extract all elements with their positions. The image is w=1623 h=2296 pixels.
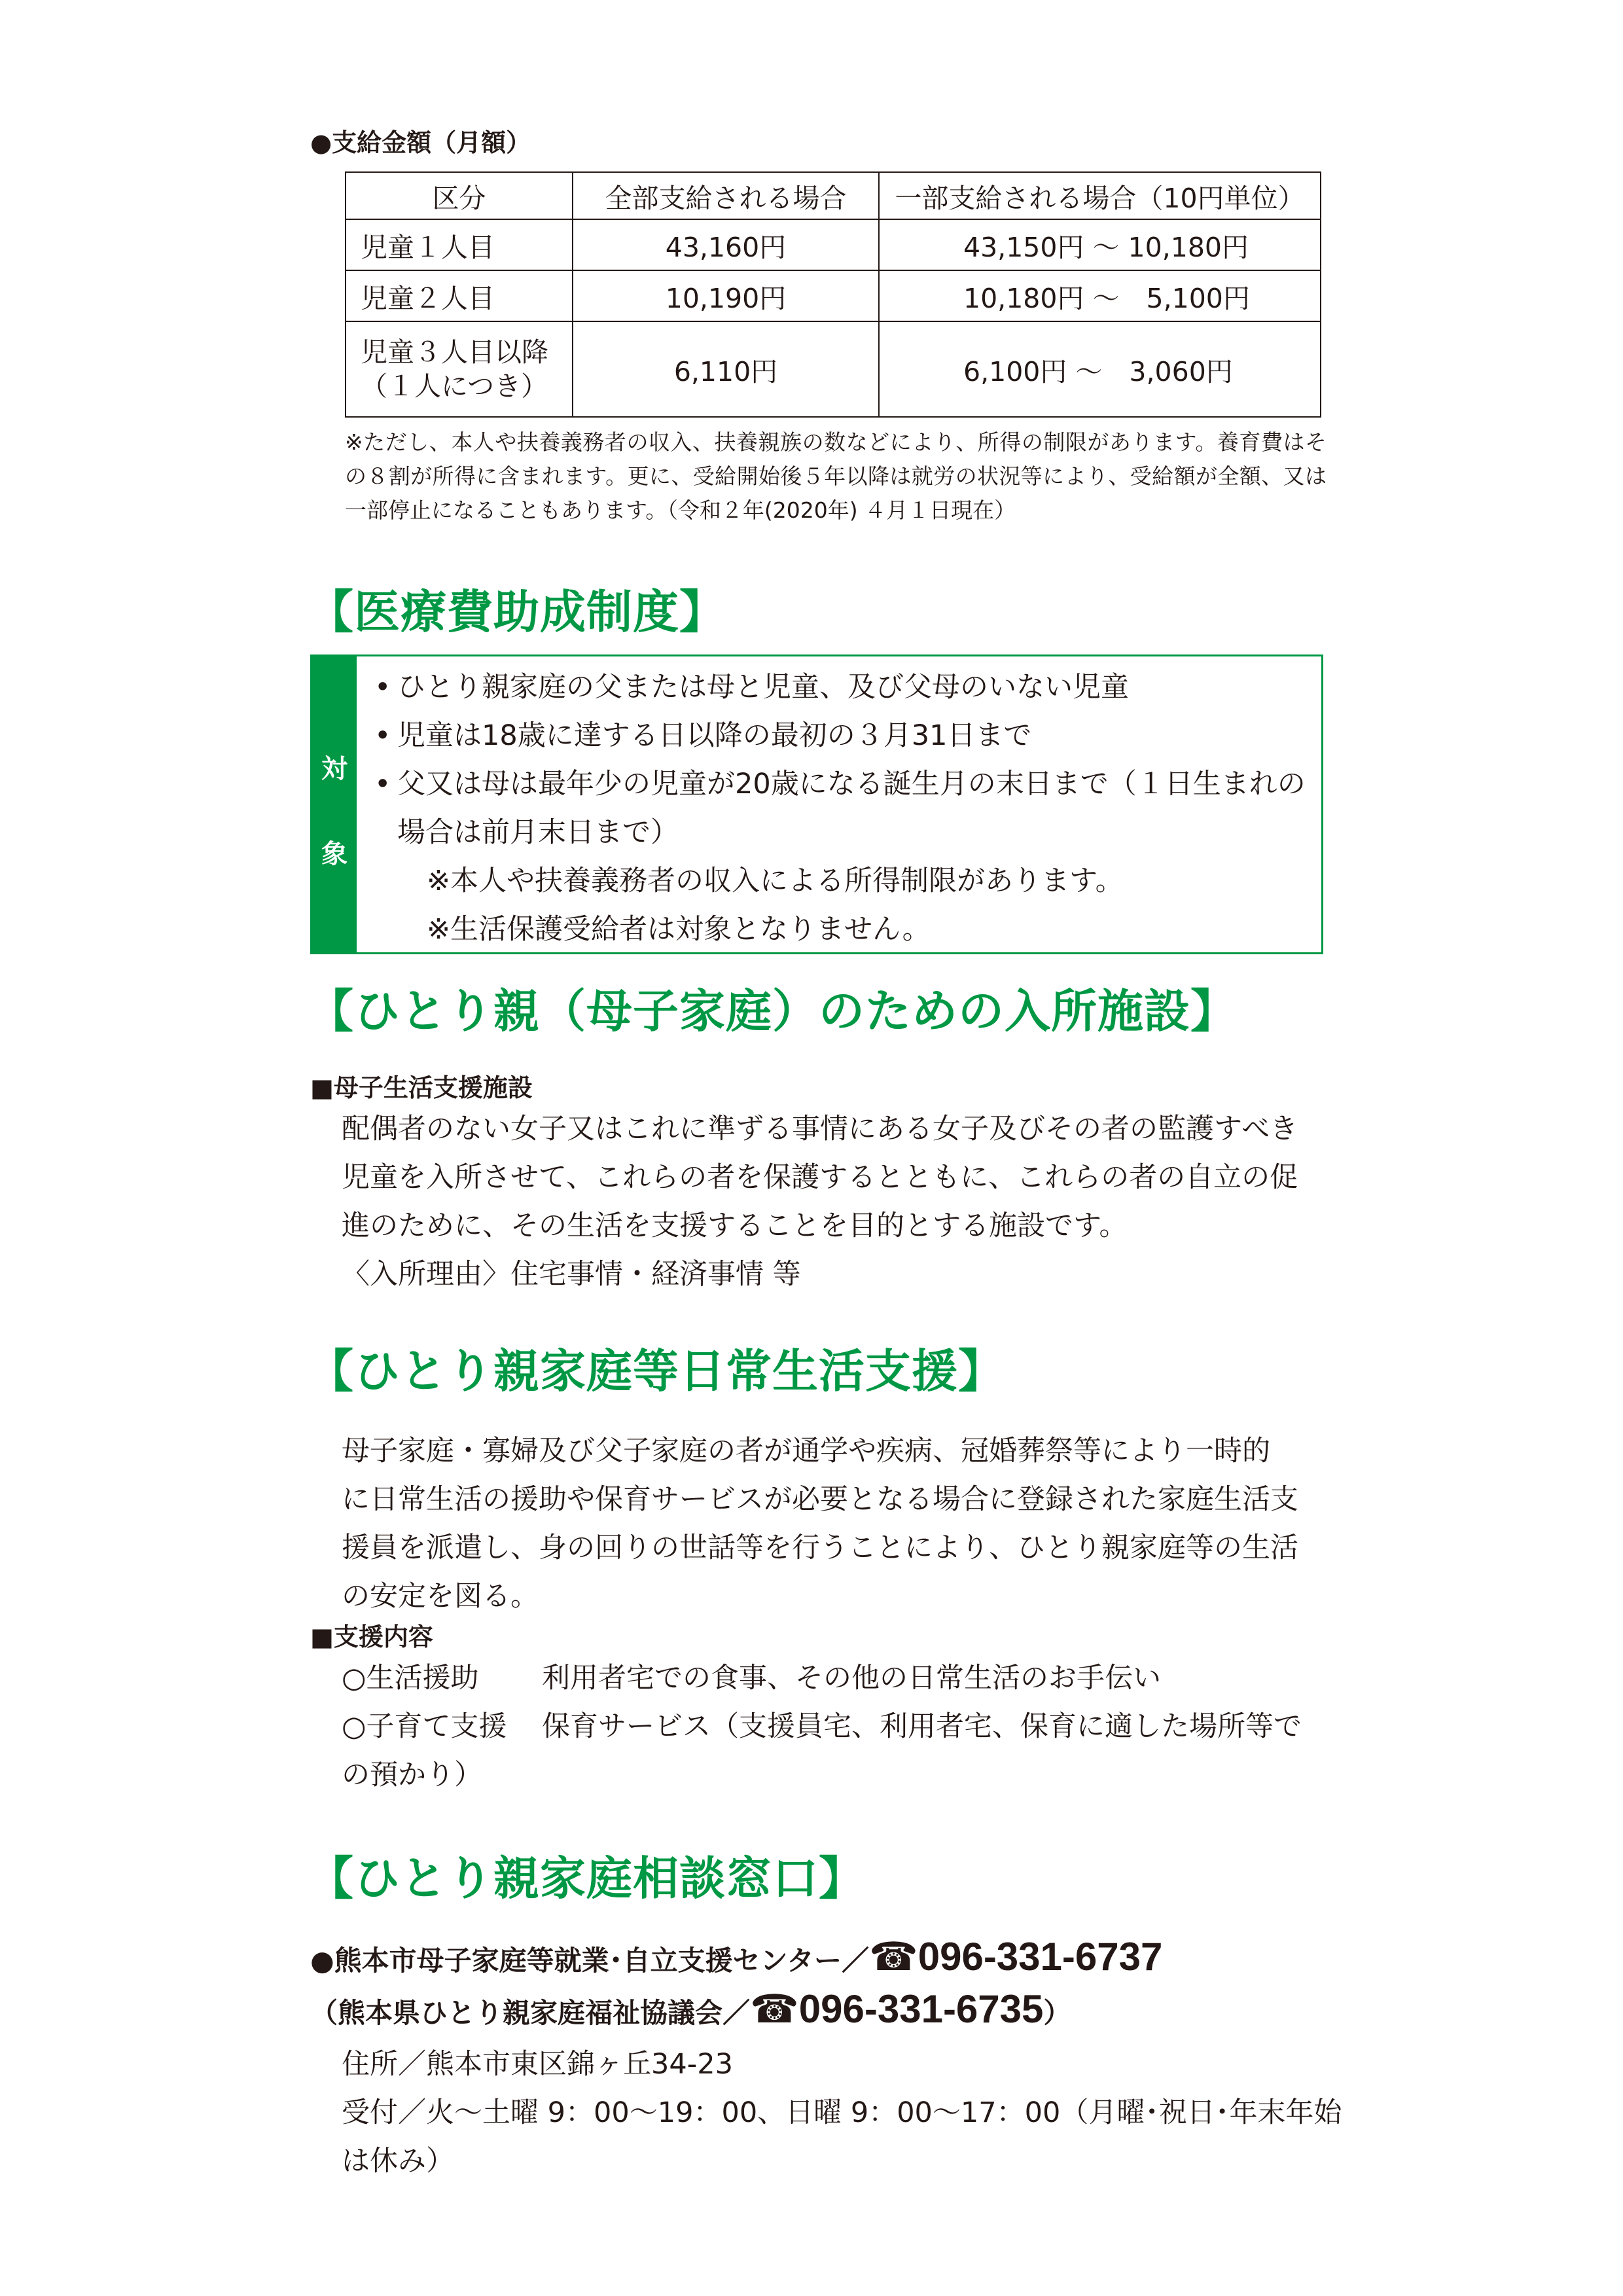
list-item-continuation: 場合は前月末日まで） [397, 816, 679, 849]
support-item-desc: 保育サービス（支援員宅、利用者宅、保育に適した場所等で [542, 1710, 1302, 1743]
reception-hours-cont: は休み） [342, 2145, 454, 2178]
paragraph-line: の安定を図る。 [342, 1580, 539, 1613]
paragraph-line: 進のために、その生活を支援することを目的とする施設です。 [342, 1210, 1128, 1242]
table-row [346, 321, 1321, 417]
council-name: （熊本県ひとり親家庭福祉協議会／ [310, 1997, 751, 2029]
list-item [374, 663, 1317, 711]
support-item [342, 1654, 1161, 1702]
target-note: ※本人や扶養義務者の収入による所得制限があります。 [427, 865, 1124, 897]
row-category: 児童１人目 [346, 219, 573, 270]
table-row [346, 219, 1321, 270]
council-phone[interactable]: ☎096-331-6735 [750, 1987, 1044, 2031]
row-category: 児童２人目 [346, 270, 573, 321]
facility-description [342, 1105, 1323, 1299]
allowance-heading: ●支給金額（月額） [310, 128, 531, 157]
table-header-row [346, 172, 1321, 219]
council-contact [310, 1986, 1071, 2032]
support-item [342, 1702, 1302, 1751]
support-content-subheading: ■支援内容 [310, 1623, 433, 1651]
center-phone[interactable]: ☎096-331-6737 [868, 1935, 1163, 1979]
support-item-label: ○生活援助 [342, 1662, 479, 1695]
council-close-paren: ） [1043, 1997, 1071, 2029]
header-category: 区分 [346, 172, 573, 219]
target-label [312, 656, 357, 952]
header-full-payment: 全部支給される場合 [573, 172, 879, 219]
center-contact [310, 1934, 1162, 1980]
paragraph-line: 母子家庭・寡婦及び父子家庭の者が通学や疾病、冠婚葬祭等により一時的 [342, 1435, 1270, 1467]
row-full-amount: 43,160円 [573, 219, 879, 270]
bullet: • [374, 719, 391, 752]
daily-support-description [342, 1427, 1323, 1621]
center-address: 住所／熊本市東区錦ヶ丘34-23 [342, 2048, 733, 2081]
paragraph-line: 児童を入所させて、これらの者を保護するとともに、これらの者の自立の促 [342, 1161, 1298, 1194]
support-item-label: ○子育て支援 [342, 1710, 507, 1743]
bullet: • [374, 768, 391, 800]
row-category-line2: （１人につき） [361, 370, 548, 402]
facility-subheading: ■母子生活支援施設 [310, 1073, 533, 1102]
list-item-text: 児童は18歳に達する日以降の最初の３月31日まで [397, 719, 1032, 752]
header-partial-payment: 一部支給される場合（10円単位） [879, 172, 1321, 219]
allowance-table [345, 171, 1321, 418]
target-label-char: 象 [321, 839, 348, 869]
medical-section-title: 【医療費助成制度】 [308, 585, 726, 639]
bullet: • [374, 671, 391, 704]
list-item-text: 父又は母は最年少の児童が20歳になる誕生月の末日まで（１日生まれの [397, 768, 1306, 800]
paragraph-line: 配偶者のない女子又はこれに準ずる事情にある女子及びその者の監護すべき [342, 1113, 1298, 1145]
list-item-text: ひとり親家庭の父または母と児童、及び父母のいない児童 [397, 671, 1129, 704]
reception-hours: 受付／火～土曜 9：00～19：00、日曜 9：00～17：00（月曜･祝日･年末年始 [342, 2096, 1342, 2129]
row-full-amount: 10,190円 [573, 270, 879, 321]
target-label-char: 対 [321, 754, 348, 784]
paragraph-line: に日常生活の援助や保育サービスが必要となる場合に登録された家庭生活支 [342, 1483, 1298, 1516]
table-row [346, 270, 1321, 321]
support-item-continuation: の預かり） [342, 1759, 482, 1791]
center-name: ●熊本市母子家庭等就業･自立支援センター／ [310, 1945, 869, 1977]
row-partial-amount: 6,100円 ～ 3,060円 [879, 321, 1321, 417]
support-item-desc: 利用者宅での食事、その他の日常生活のお手伝い [542, 1662, 1161, 1695]
target-box [310, 655, 1323, 954]
target-note: ※生活保護受給者は対象となりません。 [427, 913, 931, 946]
list-item [374, 760, 1317, 808]
consultation-section-title: 【ひとり親家庭相談窓口】 [308, 1852, 865, 1905]
row-category [346, 321, 573, 417]
list-item [374, 711, 1317, 760]
row-partial-amount: 10,180円 ～ 5,100円 [879, 270, 1321, 321]
paragraph-line: 〈入所理由〉住宅事情・経済事情 等 [342, 1258, 801, 1291]
paragraph-line: 援員を派遣し、身の回りの世話等を行うことにより、ひとり親家庭等の生活 [342, 1532, 1298, 1564]
daily-support-section-title: 【ひとり親家庭等日常生活支援】 [308, 1344, 1005, 1398]
facility-section-title: 【ひとり親（母子家庭）のための入所施設】 [308, 984, 1237, 1038]
row-partial-amount: 43,150円 ～ 10,180円 [879, 219, 1321, 270]
allowance-note: ※ただし、本人や扶養義務者の収入、扶養親族の数などにより、所得の制限があります。養育費はその８割が所得に含まれます。更に、受給開始後５年以降は就労の状況等により、受給額が全額、又は一部停止になることもあります。（令和２年(2020年) ４月１日現在） [345, 429, 1327, 523]
target-list [374, 663, 1317, 954]
row-category-line1: 児童３人目以降 [361, 336, 548, 368]
row-full-amount: 6,110円 [573, 321, 879, 417]
